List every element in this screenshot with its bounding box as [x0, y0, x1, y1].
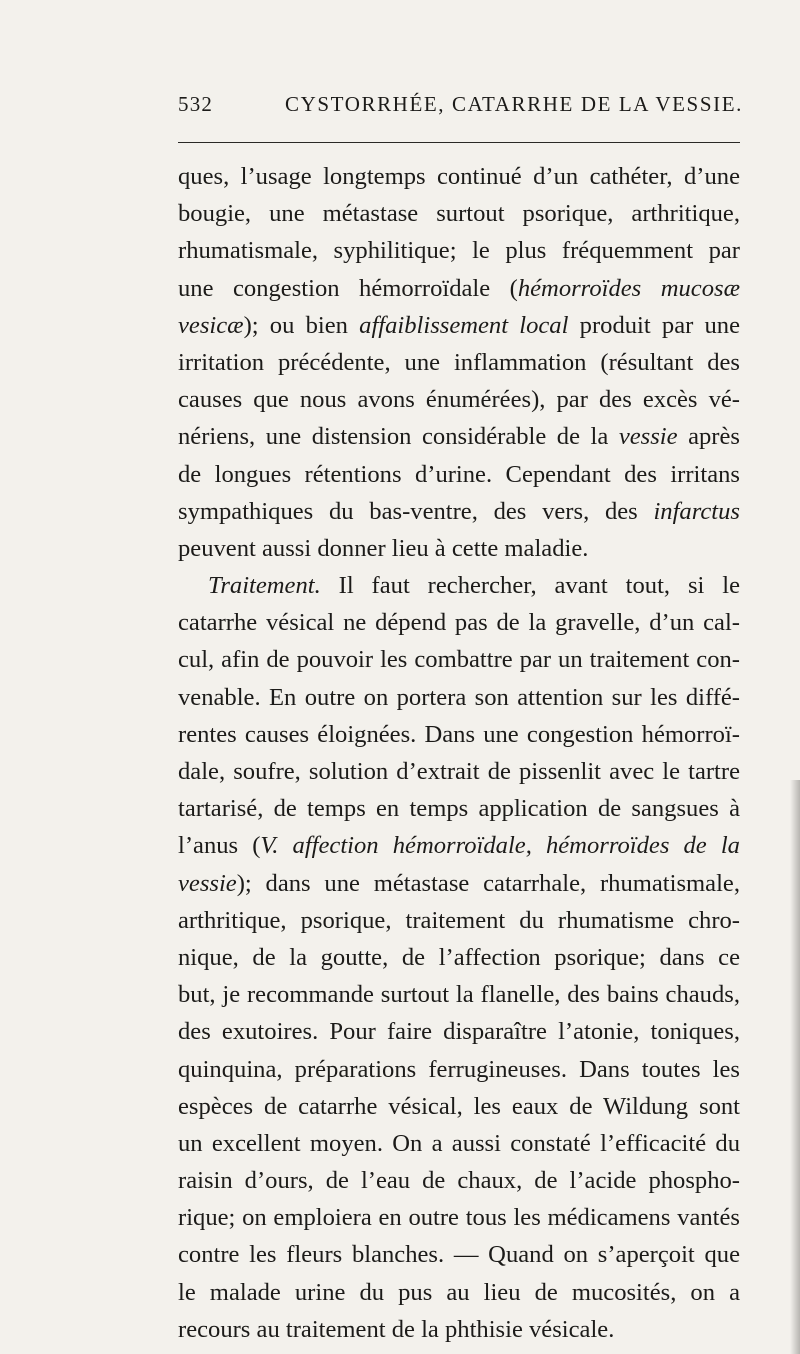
text-line: rhumatismale, syphilitique; le plus fréquemment par [178, 237, 740, 265]
page-number: 532 [178, 92, 214, 116]
text-line-section-start: Traitement. Il faut rechercher, avant tout, si le [208, 572, 740, 600]
header-rule [178, 142, 740, 143]
text-line: vesicæ); ou bien affaiblissement local produit par une [178, 311, 741, 339]
body-text [178, 158, 740, 1348]
text-line: arthritique, psorique, traitement du rhumatisme chro- [178, 906, 740, 934]
text-line: nériens, une distension considérable de la vessie après [178, 423, 740, 451]
text-line: but, je recommande surtout la flanelle, des bains chauds, [178, 981, 740, 1009]
text-line: irritation précédente, une inflammation (résultant des [178, 348, 740, 376]
running-title: CYSTORRHÉE, CATARRHE DE LA VESSIE. [285, 92, 743, 116]
page-edge-shadow [790, 780, 800, 1354]
text-line: contre les fleurs blanches. — Quand on s’aperçoit que [178, 1241, 740, 1269]
text-line: quinquina, préparations ferrugineuses. Dans toutes les [178, 1055, 740, 1083]
text-line: des exutoires. Pour faire disparaître l’atonie, toniques, [178, 1018, 740, 1046]
text-line: causes que nous avons énumérées), par des excès vé- [178, 386, 740, 414]
text-line: ques, l’usage longtemps continué d’un cathéter, d’une [178, 163, 740, 190]
text-line: rique; on emploiera en outre tous les médicamens vantés [178, 1204, 740, 1232]
text-line: une congestion hémorroïdale (hémorroïdes mucosæ [178, 274, 740, 302]
text-line: rentes causes éloignées. Dans une congestion hémorroï- [178, 720, 740, 748]
text-line: espèces de catarrhe vésical, les eaux de Wildung sont [178, 1092, 740, 1120]
text-line: tartarisé, de temps en temps application de sangsues à [178, 795, 740, 823]
text-line: venable. En outre on portera son attention sur les diffé- [178, 683, 740, 711]
text-line: cul, afin de pouvoir les combattre par un traitement con- [178, 646, 740, 674]
text-line: nique, de la goutte, de l’affection psorique; dans ce [178, 943, 740, 971]
text-line: bougie, une métastase surtout psorique, arthritique, [178, 200, 740, 228]
text-line: catarrhe vésical ne dépend pas de la gravelle, d’un cal- [178, 609, 740, 637]
text-line: recours au traitement de la phthisie vésicale. [178, 1315, 615, 1343]
running-head [178, 92, 743, 132]
text-line: un excellent moyen. On a aussi constaté l’efficacité du [178, 1129, 740, 1157]
text-line: l’anus (V. affection hémorroïdale, hémorroïdes de la [178, 832, 740, 860]
text-line: peuvent aussi donner lieu à cette maladie. [178, 534, 589, 562]
text-line: raisin d’ours, de l’eau de chaux, de l’acide phospho- [178, 1167, 740, 1195]
text-line: sympathiques du bas-ventre, des vers, des infarctus [178, 497, 740, 525]
text-line: dale, soufre, solution d’extrait de pissenlit avec le tartre [178, 758, 740, 785]
text-line: vessie); dans une métastase catarrhale, rhumatismale, [178, 869, 740, 897]
text-line: le malade urine du pus au lieu de mucosités, on a [178, 1278, 740, 1306]
text-line: de longues rétentions d’urine. Cependant des irritans [178, 460, 740, 488]
